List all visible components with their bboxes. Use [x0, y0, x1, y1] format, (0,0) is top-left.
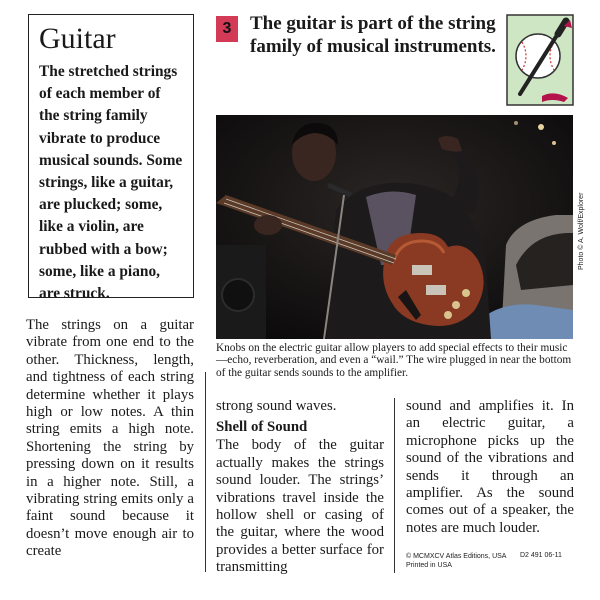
- intro-text: The stretched strings of each member of the string family vibrate to produce musical sounds. Some strings, like a guitar, are plucked; some, like a violin, are rubbed with a bow; some, like a piano, are struck.: [39, 63, 183, 303]
- card-title: Guitar: [39, 22, 116, 55]
- column-2-body: The body of the guitar actually makes the strings sound louder. The strings’ vibrations travel inside the hollow shell or casing of the guitar, where the wood provides a better surface for transmitting: [216, 437, 384, 576]
- copyright-notice: [406, 552, 506, 570]
- body-column-3: sound and amplifies it. In an electric guitar, a microphone picks up the sound of the vibrations and sends it through an amplifier. As the sound comes out of a speaker, the notes are much louder.: [406, 398, 574, 536]
- photo-credit: Photo © A. Wolf/Explorer: [578, 192, 585, 270]
- copyright-text: © MCMXCV Atlas Editions, USA: [406, 553, 507, 560]
- photo-caption: Knobs on the electric guitar allow players to add special effects to their music—echo, reverberation, and even a “wail.” The wire plugged in near the bottom of the guitar sends sounds to the amplifier.: [216, 342, 572, 379]
- baseball-bat-icon: [506, 14, 574, 106]
- section-subhead: Shell of Sound: [216, 419, 308, 436]
- headline: The guitar is part of the string family of musical instruments.: [250, 13, 496, 57]
- column-divider: [205, 372, 206, 572]
- column-2-lead: strong sound waves.: [216, 398, 337, 414]
- body-column-1: The strings on a guitar vibrate from one end to the other. Thickness, length, and tightness of each string determine whether it plays high or low notes. A thin string emits a high note. Shortening the string by pressing down on it results in a higher note. Still, a vibrating string emits only a faint sound because it doesn’t move enough air to create: [26, 317, 194, 560]
- title-box: [28, 14, 194, 303]
- guitarist-photo: [216, 115, 573, 339]
- printed-in-text: Printed in USA: [406, 562, 452, 569]
- product-code: D2 491 06-11: [520, 552, 562, 559]
- card-number-badge: 3: [216, 16, 238, 42]
- body-column-2: [216, 398, 384, 577]
- column-divider: [394, 398, 395, 573]
